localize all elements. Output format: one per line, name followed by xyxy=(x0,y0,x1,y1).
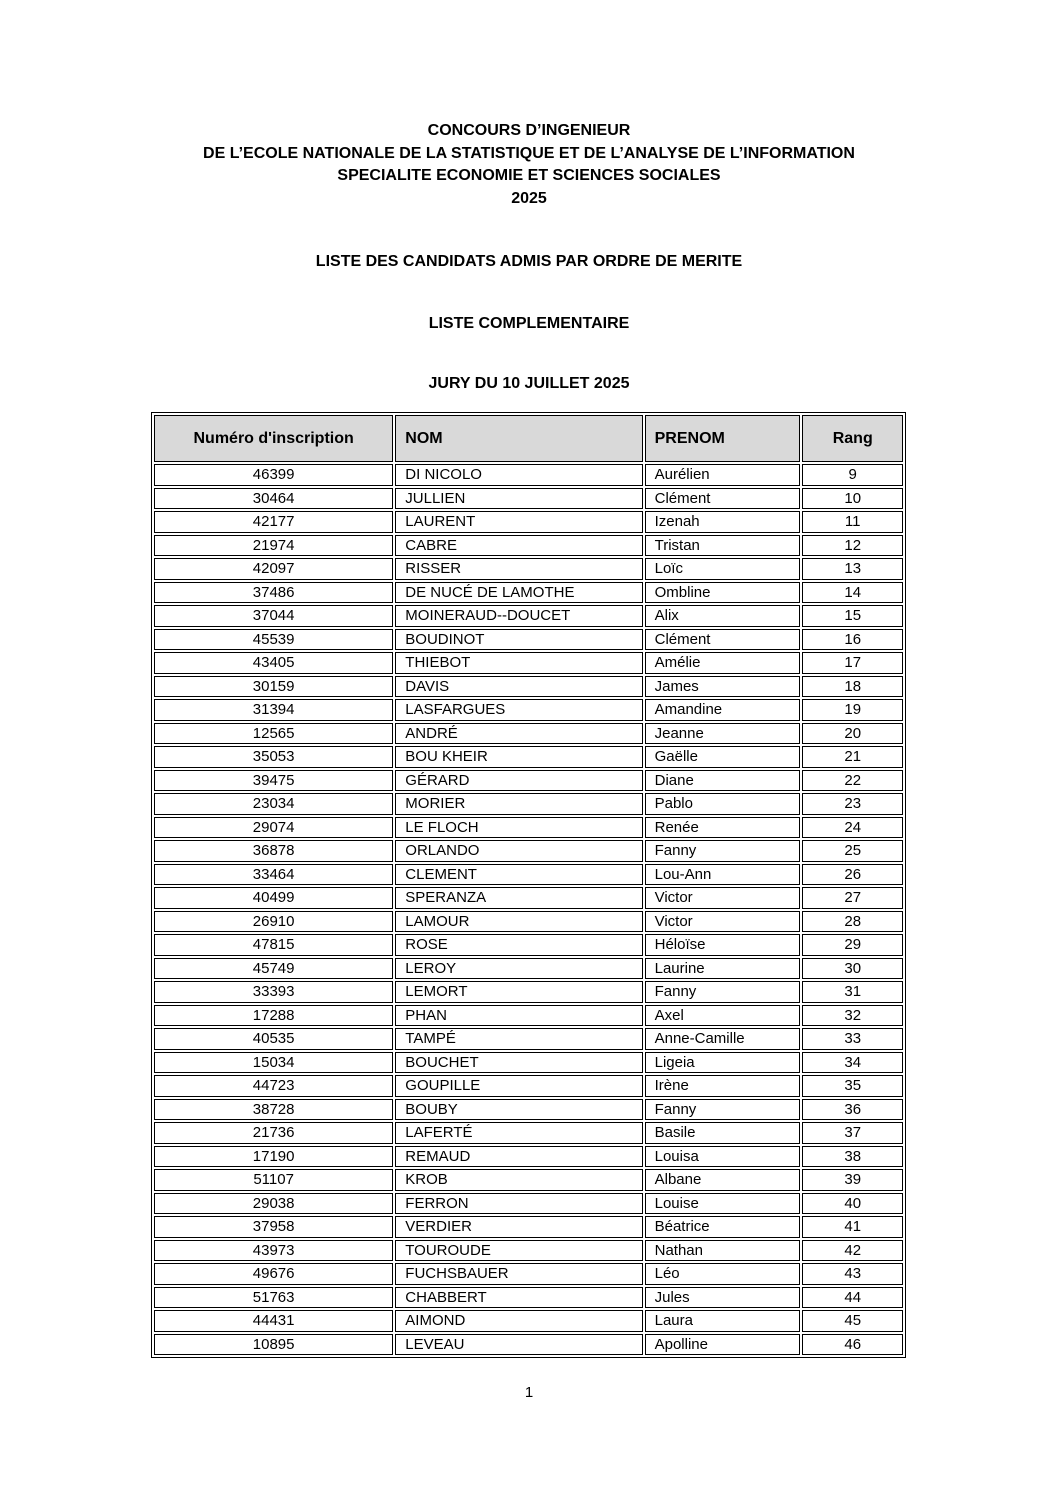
rang-cell: 34 xyxy=(802,1052,903,1074)
nom-cell: BOUBY xyxy=(395,1099,642,1121)
numero-cell: 23034 xyxy=(154,793,393,815)
numero-cell: 46399 xyxy=(154,464,393,486)
rang-cell: 29 xyxy=(802,934,903,956)
table-row xyxy=(154,1122,903,1144)
table-row xyxy=(154,1146,903,1168)
nom-cell: CABRE xyxy=(395,535,642,557)
rang-cell: 40 xyxy=(802,1193,903,1215)
table-row xyxy=(154,840,903,862)
table-row xyxy=(154,1193,903,1215)
numero-cell: 40499 xyxy=(154,887,393,909)
prenom-cell: Irène xyxy=(645,1075,801,1097)
nom-cell: FUCHSBAUER xyxy=(395,1263,642,1285)
numero-cell: 43973 xyxy=(154,1240,393,1262)
prenom-cell: James xyxy=(645,676,801,698)
rang-cell: 20 xyxy=(802,723,903,745)
table-row xyxy=(154,1028,903,1050)
prenom-cell: Jeanne xyxy=(645,723,801,745)
numero-cell: 36878 xyxy=(154,840,393,862)
numero-cell: 45539 xyxy=(154,629,393,651)
numero-cell: 45749 xyxy=(154,958,393,980)
rang-cell: 41 xyxy=(802,1216,903,1238)
nom-cell: JULLIEN xyxy=(395,488,642,510)
prenom-cell: Victor xyxy=(645,887,801,909)
table-row xyxy=(154,1263,903,1285)
rang-cell: 37 xyxy=(802,1122,903,1144)
numero-cell: 35053 xyxy=(154,746,393,768)
prenom-cell: Fanny xyxy=(645,840,801,862)
rang-cell: 30 xyxy=(802,958,903,980)
rang-cell: 10 xyxy=(802,488,903,510)
prenom-cell: Pablo xyxy=(645,793,801,815)
title-line-4: 2025 xyxy=(511,189,547,207)
subtitle-admis: LISTE DES CANDIDATS ADMIS PAR ORDRE DE MERITE xyxy=(315,253,743,270)
rang-cell: 33 xyxy=(802,1028,903,1050)
prenom-cell: Albane xyxy=(645,1169,801,1191)
rang-cell: 19 xyxy=(802,699,903,721)
prenom-cell: Ligeia xyxy=(645,1052,801,1074)
title-line-1: CONCOURS D’INGENIEUR xyxy=(427,122,631,139)
prenom-cell: Clément xyxy=(645,629,801,651)
numero-cell: 51107 xyxy=(154,1169,393,1191)
rang-cell: 24 xyxy=(802,817,903,839)
numero-cell: 51763 xyxy=(154,1287,393,1309)
table-row xyxy=(154,958,903,980)
rang-cell: 11 xyxy=(802,511,903,533)
nom-cell: LAURENT xyxy=(395,511,642,533)
numero-cell: 26910 xyxy=(154,911,393,933)
page-number: 1 xyxy=(524,1384,534,1401)
table-row xyxy=(154,1240,903,1262)
table-row xyxy=(154,864,903,886)
numero-cell: 37044 xyxy=(154,605,393,627)
nom-cell: REMAUD xyxy=(395,1146,642,1168)
rang-cell: 25 xyxy=(802,840,903,862)
rang-cell: 36 xyxy=(802,1099,903,1121)
numero-cell: 49676 xyxy=(154,1263,393,1285)
prenom-cell: Jules xyxy=(645,1287,801,1309)
rang-cell: 12 xyxy=(802,535,903,557)
title-line-2: DE L’ECOLE NATIONALE DE LA STATISTIQUE ET DE L’ANALYSE DE L’INFORMATION xyxy=(203,144,855,162)
nom-cell: ORLANDO xyxy=(395,840,642,862)
nom-cell: KROB xyxy=(395,1169,642,1191)
prenom-cell: Victor xyxy=(645,911,801,933)
table-row xyxy=(154,770,903,792)
rang-cell: 14 xyxy=(802,582,903,604)
rang-cell: 31 xyxy=(802,981,903,1003)
numero-cell: 40535 xyxy=(154,1028,393,1050)
document-title xyxy=(0,0,1058,210)
table-row xyxy=(154,676,903,698)
numero-cell: 39475 xyxy=(154,770,393,792)
nom-cell: FERRON xyxy=(395,1193,642,1215)
jury-date-line: JURY DU 10 JUILLET 2025 xyxy=(428,375,630,392)
table-row xyxy=(154,1334,903,1356)
prenom-cell: Lou-Ann xyxy=(645,864,801,886)
nom-cell: TOUROUDE xyxy=(395,1240,642,1262)
rang-cell: 23 xyxy=(802,793,903,815)
table-row xyxy=(154,1169,903,1191)
nom-cell: LEVEAU xyxy=(395,1334,642,1356)
numero-cell: 29074 xyxy=(154,817,393,839)
numero-cell: 17190 xyxy=(154,1146,393,1168)
header-numero-inscription: Numéro d'inscription xyxy=(154,415,393,462)
results-table xyxy=(151,412,906,1358)
prenom-cell: Ombline xyxy=(645,582,801,604)
table-row xyxy=(154,887,903,909)
table-row xyxy=(154,582,903,604)
prenom-cell: Amandine xyxy=(645,699,801,721)
numero-cell: 37958 xyxy=(154,1216,393,1238)
prenom-cell: Renée xyxy=(645,817,801,839)
numero-cell: 15034 xyxy=(154,1052,393,1074)
table-row xyxy=(154,934,903,956)
rang-cell: 44 xyxy=(802,1287,903,1309)
header-row xyxy=(154,415,903,462)
numero-cell: 29038 xyxy=(154,1193,393,1215)
prenom-cell: Loïc xyxy=(645,558,801,580)
nom-cell: BOUDINOT xyxy=(395,629,642,651)
prenom-cell: Fanny xyxy=(645,981,801,1003)
rang-cell: 46 xyxy=(802,1334,903,1356)
header-nom: NOM xyxy=(395,415,642,462)
prenom-cell: Apolline xyxy=(645,1334,801,1356)
numero-cell: 31394 xyxy=(154,699,393,721)
table-row xyxy=(154,1287,903,1309)
rang-cell: 42 xyxy=(802,1240,903,1262)
prenom-cell: Fanny xyxy=(645,1099,801,1121)
table-row xyxy=(154,488,903,510)
rang-cell: 13 xyxy=(802,558,903,580)
table-row xyxy=(154,652,903,674)
rang-cell: 45 xyxy=(802,1310,903,1332)
nom-cell: MORIER xyxy=(395,793,642,815)
table-row xyxy=(154,981,903,1003)
prenom-cell: Izenah xyxy=(645,511,801,533)
rang-cell: 38 xyxy=(802,1146,903,1168)
results-table-body xyxy=(154,464,903,1355)
prenom-cell: Axel xyxy=(645,1005,801,1027)
numero-cell: 21974 xyxy=(154,535,393,557)
numero-cell: 44723 xyxy=(154,1075,393,1097)
table-row xyxy=(154,1099,903,1121)
rang-cell: 43 xyxy=(802,1263,903,1285)
prenom-cell: Gaëlle xyxy=(645,746,801,768)
nom-cell: BOU KHEIR xyxy=(395,746,642,768)
rang-cell: 15 xyxy=(802,605,903,627)
numero-cell: 17288 xyxy=(154,1005,393,1027)
nom-cell: AIMOND xyxy=(395,1310,642,1332)
prenom-cell: Héloïse xyxy=(645,934,801,956)
results-table-header xyxy=(154,415,903,462)
header-rang: Rang xyxy=(802,415,903,462)
nom-cell: RISSER xyxy=(395,558,642,580)
table-row xyxy=(154,1005,903,1027)
nom-cell: PHAN xyxy=(395,1005,642,1027)
nom-cell: LE FLOCH xyxy=(395,817,642,839)
rang-cell: 21 xyxy=(802,746,903,768)
numero-cell: 37486 xyxy=(154,582,393,604)
subtitle-complementaire: LISTE COMPLEMENTAIRE xyxy=(428,315,630,332)
title-line-3: SPECIALITE ECONOMIE ET SCIENCES SOCIALES xyxy=(337,167,721,184)
nom-cell: MOINERAUD--DOUCET xyxy=(395,605,642,627)
rang-cell: 28 xyxy=(802,911,903,933)
nom-cell: THIEBOT xyxy=(395,652,642,674)
rang-cell: 16 xyxy=(802,629,903,651)
rang-cell: 22 xyxy=(802,770,903,792)
table-row xyxy=(154,746,903,768)
prenom-cell: Aurélien xyxy=(645,464,801,486)
numero-cell: 38728 xyxy=(154,1099,393,1121)
prenom-cell: Nathan xyxy=(645,1240,801,1262)
header-prenom: PRENOM xyxy=(645,415,801,462)
table-row xyxy=(154,511,903,533)
prenom-cell: Léo xyxy=(645,1263,801,1285)
nom-cell: VERDIER xyxy=(395,1216,642,1238)
nom-cell: BOUCHET xyxy=(395,1052,642,1074)
nom-cell: DE NUCÉ DE LAMOTHE xyxy=(395,582,642,604)
table-row xyxy=(154,723,903,745)
table-row xyxy=(154,535,903,557)
table-row xyxy=(154,1075,903,1097)
prenom-cell: Laura xyxy=(645,1310,801,1332)
prenom-cell: Clément xyxy=(645,488,801,510)
nom-cell: ROSE xyxy=(395,934,642,956)
numero-cell: 30159 xyxy=(154,676,393,698)
table-row xyxy=(154,911,903,933)
nom-cell: ANDRÉ xyxy=(395,723,642,745)
nom-cell: DAVIS xyxy=(395,676,642,698)
nom-cell: CHABBERT xyxy=(395,1287,642,1309)
rang-cell: 35 xyxy=(802,1075,903,1097)
numero-cell: 33464 xyxy=(154,864,393,886)
nom-cell: SPERANZA xyxy=(395,887,642,909)
numero-cell: 43405 xyxy=(154,652,393,674)
prenom-cell: Tristan xyxy=(645,535,801,557)
nom-cell: TAMPÉ xyxy=(395,1028,642,1050)
nom-cell: LEROY xyxy=(395,958,642,980)
numero-cell: 42097 xyxy=(154,558,393,580)
nom-cell: GOUPILLE xyxy=(395,1075,642,1097)
nom-cell: LASFARGUES xyxy=(395,699,642,721)
rang-cell: 39 xyxy=(802,1169,903,1191)
numero-cell: 42177 xyxy=(154,511,393,533)
rang-cell: 9 xyxy=(802,464,903,486)
prenom-cell: Laurine xyxy=(645,958,801,980)
table-row xyxy=(154,1310,903,1332)
prenom-cell: Amélie xyxy=(645,652,801,674)
prenom-cell: Louise xyxy=(645,1193,801,1215)
nom-cell: LAMOUR xyxy=(395,911,642,933)
numero-cell: 10895 xyxy=(154,1334,393,1356)
table-row xyxy=(154,629,903,651)
nom-cell: LAFERTÉ xyxy=(395,1122,642,1144)
numero-cell: 44431 xyxy=(154,1310,393,1332)
table-row xyxy=(154,464,903,486)
table-row xyxy=(154,817,903,839)
prenom-cell: Alix xyxy=(645,605,801,627)
numero-cell: 12565 xyxy=(154,723,393,745)
table-row xyxy=(154,793,903,815)
table-row xyxy=(154,699,903,721)
prenom-cell: Béatrice xyxy=(645,1216,801,1238)
rang-cell: 32 xyxy=(802,1005,903,1027)
table-row xyxy=(154,558,903,580)
prenom-cell: Louisa xyxy=(645,1146,801,1168)
rang-cell: 18 xyxy=(802,676,903,698)
nom-cell: DI NICOLO xyxy=(395,464,642,486)
numero-cell: 21736 xyxy=(154,1122,393,1144)
nom-cell: GÉRARD xyxy=(395,770,642,792)
rang-cell: 17 xyxy=(802,652,903,674)
prenom-cell: Diane xyxy=(645,770,801,792)
prenom-cell: Anne-Camille xyxy=(645,1028,801,1050)
nom-cell: CLEMENT xyxy=(395,864,642,886)
table-row xyxy=(154,605,903,627)
numero-cell: 30464 xyxy=(154,488,393,510)
prenom-cell: Basile xyxy=(645,1122,801,1144)
table-row xyxy=(154,1052,903,1074)
rang-cell: 26 xyxy=(802,864,903,886)
rang-cell: 27 xyxy=(802,887,903,909)
numero-cell: 47815 xyxy=(154,934,393,956)
table-row xyxy=(154,1216,903,1238)
numero-cell: 33393 xyxy=(154,981,393,1003)
nom-cell: LEMORT xyxy=(395,981,642,1003)
